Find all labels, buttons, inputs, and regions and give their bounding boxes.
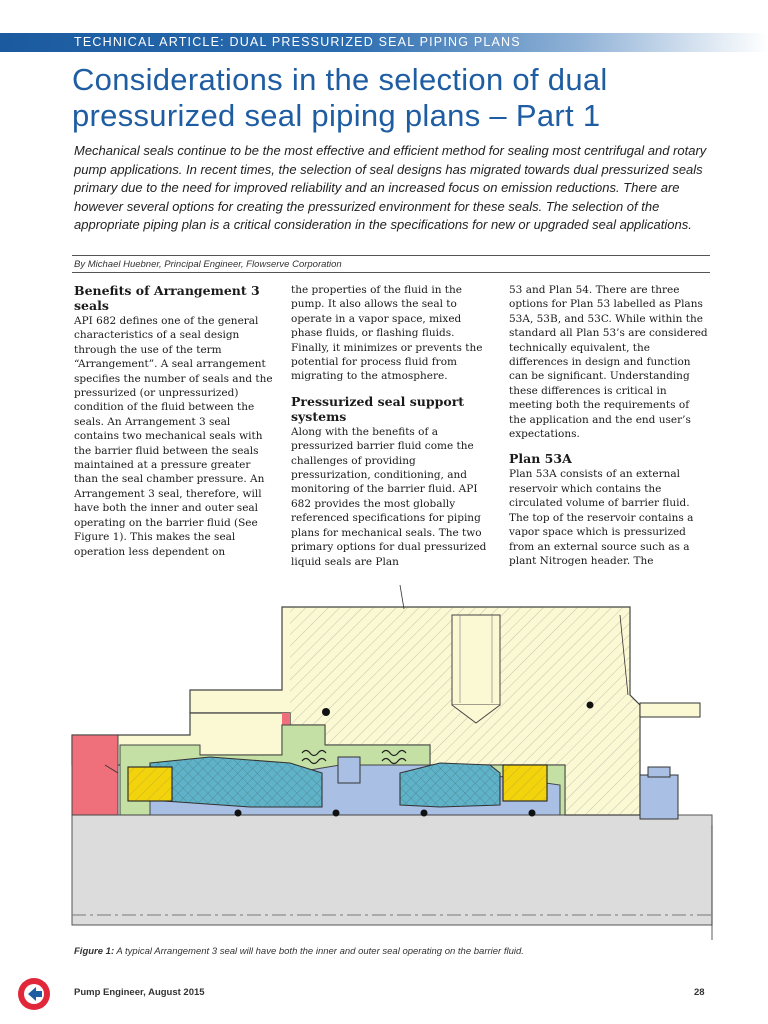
article-intro: Mechanical seals continue to be the most effective and efficient method for sealing most centrifugal and rotary pump applications. In recent times, the selection of seal designs has migrated towards dual pressurized seals primary due to the need for improved reliability and an increased focus on emission reductions. There are however several options for creating the pressurized environment for these seals. The selection of the appropriate piping plan is a critical consideration in the specifications for new or upgraded seal applications. bbox=[74, 143, 707, 232]
col1-heading: Benefits of Arrangement 3 seals bbox=[74, 283, 260, 313]
col3-text: 53 and Plan 54. There are three options for Plan 53 labelled as Plans 53A, 53B, and 53C. While within the standard all Plan 53’s are considered technically equivalent, the differences in design and function can be significant. Understanding these differences is critical in meeting both the requirements of the application and the end user’s expectations. bbox=[509, 284, 708, 441]
shaft bbox=[72, 815, 712, 925]
col3-text2: Plan 53A consists of an external reservoir which contains the circulated volume of barrier fluid. The top of the reservoir contains a vapor space which is pressurized from an external source such as a plant Nitrogen header. The bbox=[509, 468, 694, 567]
caption-text: A typical Arrangement 3 seal will have both the inner and outer seal operating on the barrier fluid. bbox=[114, 946, 524, 957]
caption-label: Figure 1: bbox=[74, 946, 115, 957]
col2-text2: Along with the benefits of a pressurized barrier fluid come the challenges of providing pressurization, conditioning, and monitoring of the barrier fluid. API 682 provides the most globally referenced specifications for piping plans for mechanical seals. The two primary options for dual pressurized liquid seals are Plan bbox=[291, 425, 487, 568]
publication-logo bbox=[16, 976, 52, 1012]
col2-text: the properties of the fluid in the pump. It also allows the seal to operate in a vapor space, mixed phase fluids, or flashing fluids. Finally, it minimizes or prevents the potential for process fluid from migrating to the atmosphere. bbox=[291, 284, 483, 383]
process-fluid bbox=[72, 735, 118, 815]
col3-heading: Plan 53A bbox=[509, 451, 572, 467]
column-3 bbox=[509, 283, 709, 583]
byline: By Michael Huebner, Principal Engineer, Flowserve Corporation bbox=[74, 259, 342, 270]
col2-heading: Pressurized seal support systems bbox=[291, 393, 465, 424]
page-number: 28 bbox=[694, 987, 705, 998]
column-2 bbox=[291, 283, 491, 583]
section-banner bbox=[0, 33, 768, 52]
section-label: TECHNICAL ARTICLE: DUAL PRESSURIZED SEAL PIPING PLANS bbox=[74, 35, 521, 49]
seal-cross-section-figure bbox=[0, 585, 720, 940]
col1-text: API 682 defines one of the general characteristics of a seal design through the use of the term “Arrangement”. A seal arrangement specifies the number of seals and the pressurized (or unpressurized) condition of the fluid between the seals. An Arrangement 3 seal contains two mechanical seals with the barrier fluid between the seals maintained at a pressure greater than the seal chamber pressure. An Arrangement 3 seal, therefore, will have both the inner and outer seal operating on the barrier fluid (See Figure 1). This makes the seal operation less dependent on bbox=[74, 315, 273, 558]
column-1 bbox=[74, 283, 274, 583]
byline-bottom-rule bbox=[72, 272, 710, 273]
figure-caption bbox=[74, 946, 524, 957]
plug bbox=[640, 775, 678, 819]
drive-screw bbox=[338, 757, 360, 783]
article-title: Considerations in the selection of dual pressurized seal piping plans – Part 1 bbox=[72, 62, 608, 133]
byline-top-rule bbox=[72, 255, 710, 256]
publication-info: Pump Engineer, August 2015 bbox=[74, 987, 205, 998]
